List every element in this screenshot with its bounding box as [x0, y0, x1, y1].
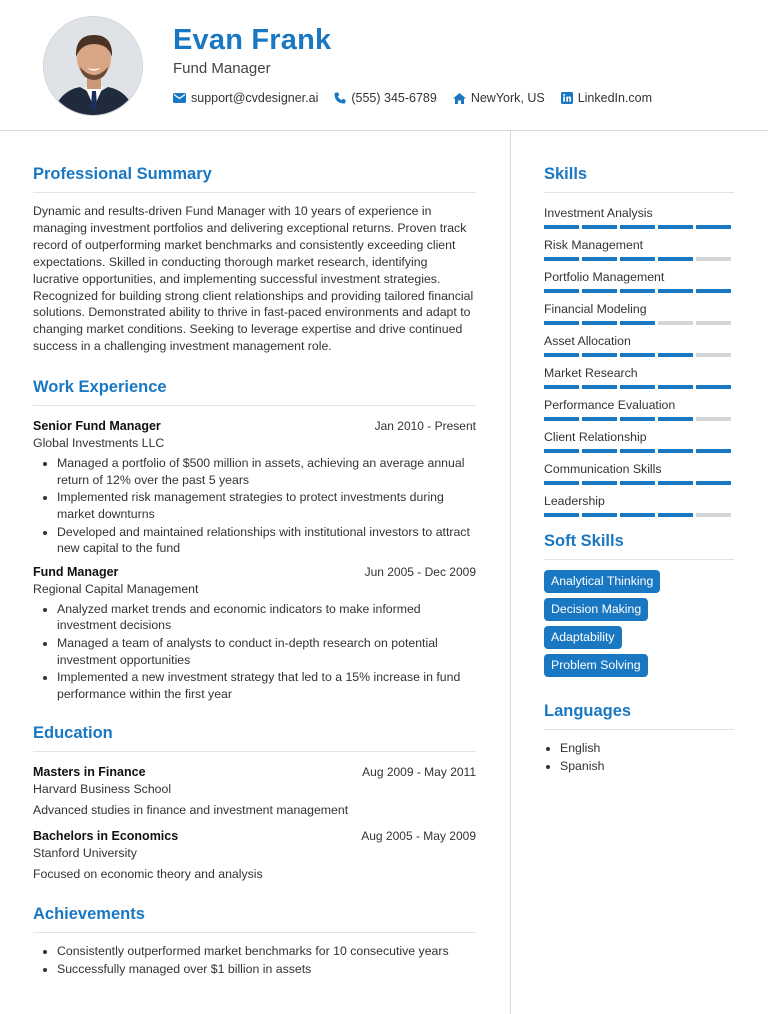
soft-skill-tag: Analytical Thinking: [544, 570, 660, 593]
skill-item: [544, 270, 734, 293]
skill-item: [544, 334, 734, 357]
list-item: • Implemented risk management strategies to protect investments during market downturns: [57, 489, 476, 522]
skill-level-segment-filled: [582, 417, 617, 421]
list-item: • Consistently outperformed market benchmarks for 10 consecutive years: [57, 943, 476, 960]
job-company: Global Investments LLC: [33, 436, 165, 451]
contact-phone-text: (555) 345-6789: [351, 91, 437, 105]
skill-level-segment-filled: [620, 353, 655, 357]
profile-photo: [44, 17, 143, 116]
soft-skill-tag: Problem Solving: [544, 654, 648, 677]
skill-item: [544, 494, 734, 517]
skill-level-bar: [544, 385, 734, 389]
job-company: Regional Capital Management: [33, 581, 199, 596]
skill-level-segment-filled: [658, 353, 693, 357]
education-heading: Education: [33, 724, 476, 752]
skill-level-segment-filled: [544, 321, 579, 325]
skill-name: Communication Skills: [544, 462, 662, 476]
skill-level-bar: [544, 513, 734, 517]
skill-level-bar: [544, 449, 734, 453]
skill-level-segment-filled: [658, 385, 693, 389]
list-item: • Managed a team of analysts to conduct in-depth research on potential investment opportunities: [57, 635, 476, 668]
achievements-section: [33, 905, 476, 977]
skill-level-bar: [544, 417, 734, 421]
soft-skills-tags: [544, 570, 734, 682]
languages-list: [544, 740, 734, 774]
skill-name: Performance Evaluation: [544, 398, 676, 412]
skill-item: [544, 430, 734, 453]
summary-text: Dynamic and results-driven Fund Manager with 10 years of experience in managing investment portfolios and delivering exceptional returns. Proven track record of outperforming market benchmarks and consistently exceeding client expectations. Skilled in conducting thorough market research, identifying lucrative opportunities, and implementing successful investment strategies. Recognized for building strong client relationships and providing tailored financial solutions. Demonstrated ability to thrive in fast-paced environments and adapt to changing market conditions. Seeking to leverage expertise and drive continued success in a challenging investment management role.: [33, 204, 474, 354]
education-dates: Aug 2009 - May 2011: [362, 765, 476, 780]
skill-level-segment-filled: [582, 289, 617, 293]
skill-name: Market Research: [544, 366, 638, 380]
education-entry: [33, 765, 476, 819]
skill-level-bar: [544, 321, 734, 325]
skill-level-segment-filled: [582, 257, 617, 261]
skill-level-bar: [544, 225, 734, 229]
education-dates: Aug 2005 - May 2009: [361, 829, 476, 844]
skill-level-segment-filled: [620, 257, 655, 261]
skill-level-segment-empty: [696, 417, 731, 421]
languages-section: [544, 702, 734, 774]
skill-level-segment-filled: [544, 257, 579, 261]
skill-name: Client Relationship: [544, 430, 647, 444]
skill-level-segment-filled: [544, 385, 579, 389]
education-description: Advanced studies in finance and investment management: [33, 803, 349, 818]
degree: Masters in Finance: [33, 765, 146, 780]
skill-level-segment-filled: [582, 385, 617, 389]
skill-level-bar: [544, 481, 734, 485]
home-icon: [453, 93, 466, 104]
skill-level-segment-empty: [696, 513, 731, 517]
skill-level-bar: [544, 353, 734, 357]
skill-level-bar: [544, 289, 734, 293]
skill-item: [544, 366, 734, 389]
skill-level-segment-filled: [582, 321, 617, 325]
skill-level-segment-filled: [658, 513, 693, 517]
skill-level-segment-filled: [582, 481, 617, 485]
contact-linkedin[interactable]: [561, 91, 652, 105]
skill-name: Leadership: [544, 494, 605, 508]
skill-level-segment-filled: [620, 225, 655, 229]
job-bullets: [33, 455, 476, 557]
skill-level-segment-filled: [544, 449, 579, 453]
skill-level-segment-filled: [658, 449, 693, 453]
list-item: • Spanish: [560, 758, 734, 775]
skill-level-segment-filled: [696, 481, 731, 485]
skill-name: Asset Allocation: [544, 334, 631, 348]
contact-email[interactable]: [173, 91, 318, 105]
skill-level-segment-empty: [696, 257, 731, 261]
skill-level-segment-filled: [620, 289, 655, 293]
skill-level-segment-filled: [658, 417, 693, 421]
skill-level-segment-filled: [658, 289, 693, 293]
contact-location-text: NewYork, US: [470, 91, 545, 105]
experience-heading: Work Experience: [33, 378, 476, 406]
job-role: Fund Manager: [33, 564, 119, 579]
summary-heading: Professional Summary: [33, 165, 476, 193]
list-item: • Developed and maintained relationships with institutional investors to attract new capital to the fund: [57, 524, 476, 557]
skill-item: [544, 302, 734, 325]
skill-level-segment-filled: [544, 481, 579, 485]
skill-level-segment-filled: [620, 321, 655, 325]
column-divider: [510, 131, 511, 1014]
school: Stanford University: [33, 846, 137, 861]
skill-level-segment-filled: [544, 417, 579, 421]
achievements-heading: Achievements: [33, 905, 476, 933]
contact-location: [453, 91, 545, 105]
job-title: Fund Manager: [173, 60, 271, 77]
skill-level-segment-empty: [658, 321, 693, 325]
list-item: • English: [560, 740, 734, 757]
skill-level-segment-empty: [696, 321, 731, 325]
skill-level-segment-filled: [620, 385, 655, 389]
skill-level-segment-filled: [658, 481, 693, 485]
skill-level-segment-filled: [620, 481, 655, 485]
skill-level-segment-filled: [620, 449, 655, 453]
skill-level-segment-filled: [696, 225, 731, 229]
experience-section: [33, 378, 476, 702]
sidebar-column: [544, 131, 734, 775]
candidate-name: Evan Frank: [173, 24, 332, 56]
contact-bar: [173, 91, 668, 105]
skill-name: Investment Analysis: [544, 206, 653, 220]
skill-level-segment-filled: [658, 225, 693, 229]
job-dates: Jun 2005 - Dec 2009: [364, 564, 476, 579]
skill-level-segment-filled: [544, 225, 579, 229]
skill-level-segment-filled: [582, 225, 617, 229]
contact-email-text: support@cvdesigner.ai: [191, 91, 319, 105]
linkedin-icon: [561, 92, 573, 104]
contact-phone[interactable]: [334, 91, 436, 105]
achievements-list: [33, 943, 476, 977]
skill-level-segment-filled: [658, 257, 693, 261]
skill-level-segment-filled: [544, 353, 579, 357]
education-entry: [33, 829, 476, 883]
skill-level-segment-filled: [696, 449, 731, 453]
soft-skill-tag: Decision Making: [544, 598, 648, 621]
phone-icon: [334, 92, 346, 104]
skill-level-segment-filled: [582, 449, 617, 453]
degree: Bachelors in Economics: [33, 829, 179, 844]
skills-heading: Skills: [544, 165, 734, 193]
contact-linkedin-text: LinkedIn.com: [577, 91, 653, 105]
skills-section: [544, 165, 734, 517]
skill-level-bar: [544, 257, 734, 261]
skill-name: Risk Management: [544, 238, 644, 252]
languages-heading: Languages: [544, 702, 734, 730]
resume-header: [0, 0, 768, 131]
skill-item: [544, 462, 734, 485]
skill-level-segment-filled: [582, 353, 617, 357]
list-item: • Successfully managed over $1 billion in assets: [57, 961, 476, 978]
job-entry: [33, 419, 476, 557]
skill-item: [544, 398, 734, 421]
job-role: Senior Fund Manager: [33, 419, 161, 434]
job-entry: [33, 565, 476, 703]
job-bullets: [33, 601, 476, 703]
skill-level-segment-filled: [620, 513, 655, 517]
skill-level-segment-filled: [582, 513, 617, 517]
skill-level-segment-empty: [696, 353, 731, 357]
soft-skill-tag: Adaptability: [544, 626, 622, 649]
skill-level-segment-filled: [544, 513, 579, 517]
list-item: • Managed a portfolio of $500 million in assets, achieving an average annual return of 12% over the past 5 years: [57, 455, 476, 488]
skill-name: Financial Modeling: [544, 302, 647, 316]
education-description: Focused on economic theory and analysis: [33, 867, 263, 882]
skill-level-segment-filled: [620, 417, 655, 421]
summary-section: [33, 165, 476, 355]
skill-item: [544, 238, 734, 261]
skill-item: [544, 206, 734, 229]
avatar: [43, 16, 143, 116]
skill-level-segment-filled: [696, 385, 731, 389]
skill-name: Portfolio Management: [544, 270, 665, 284]
education-section: [33, 724, 476, 883]
skills-list: [544, 206, 734, 517]
skill-level-segment-filled: [544, 289, 579, 293]
job-dates: Jan 2010 - Present: [374, 419, 476, 434]
soft-skills-section: [544, 532, 734, 682]
envelope-icon: [173, 93, 186, 103]
soft-skills-heading: Soft Skills: [544, 532, 734, 560]
main-column: [33, 131, 476, 978]
school: Harvard Business School: [33, 782, 172, 797]
skill-level-segment-filled: [696, 289, 731, 293]
list-item: • Analyzed market trends and economic indicators to make informed investment decisions: [57, 601, 476, 634]
list-item: • Implemented a new investment strategy that led to a 15% increase in fund performance within the first year: [57, 669, 476, 702]
